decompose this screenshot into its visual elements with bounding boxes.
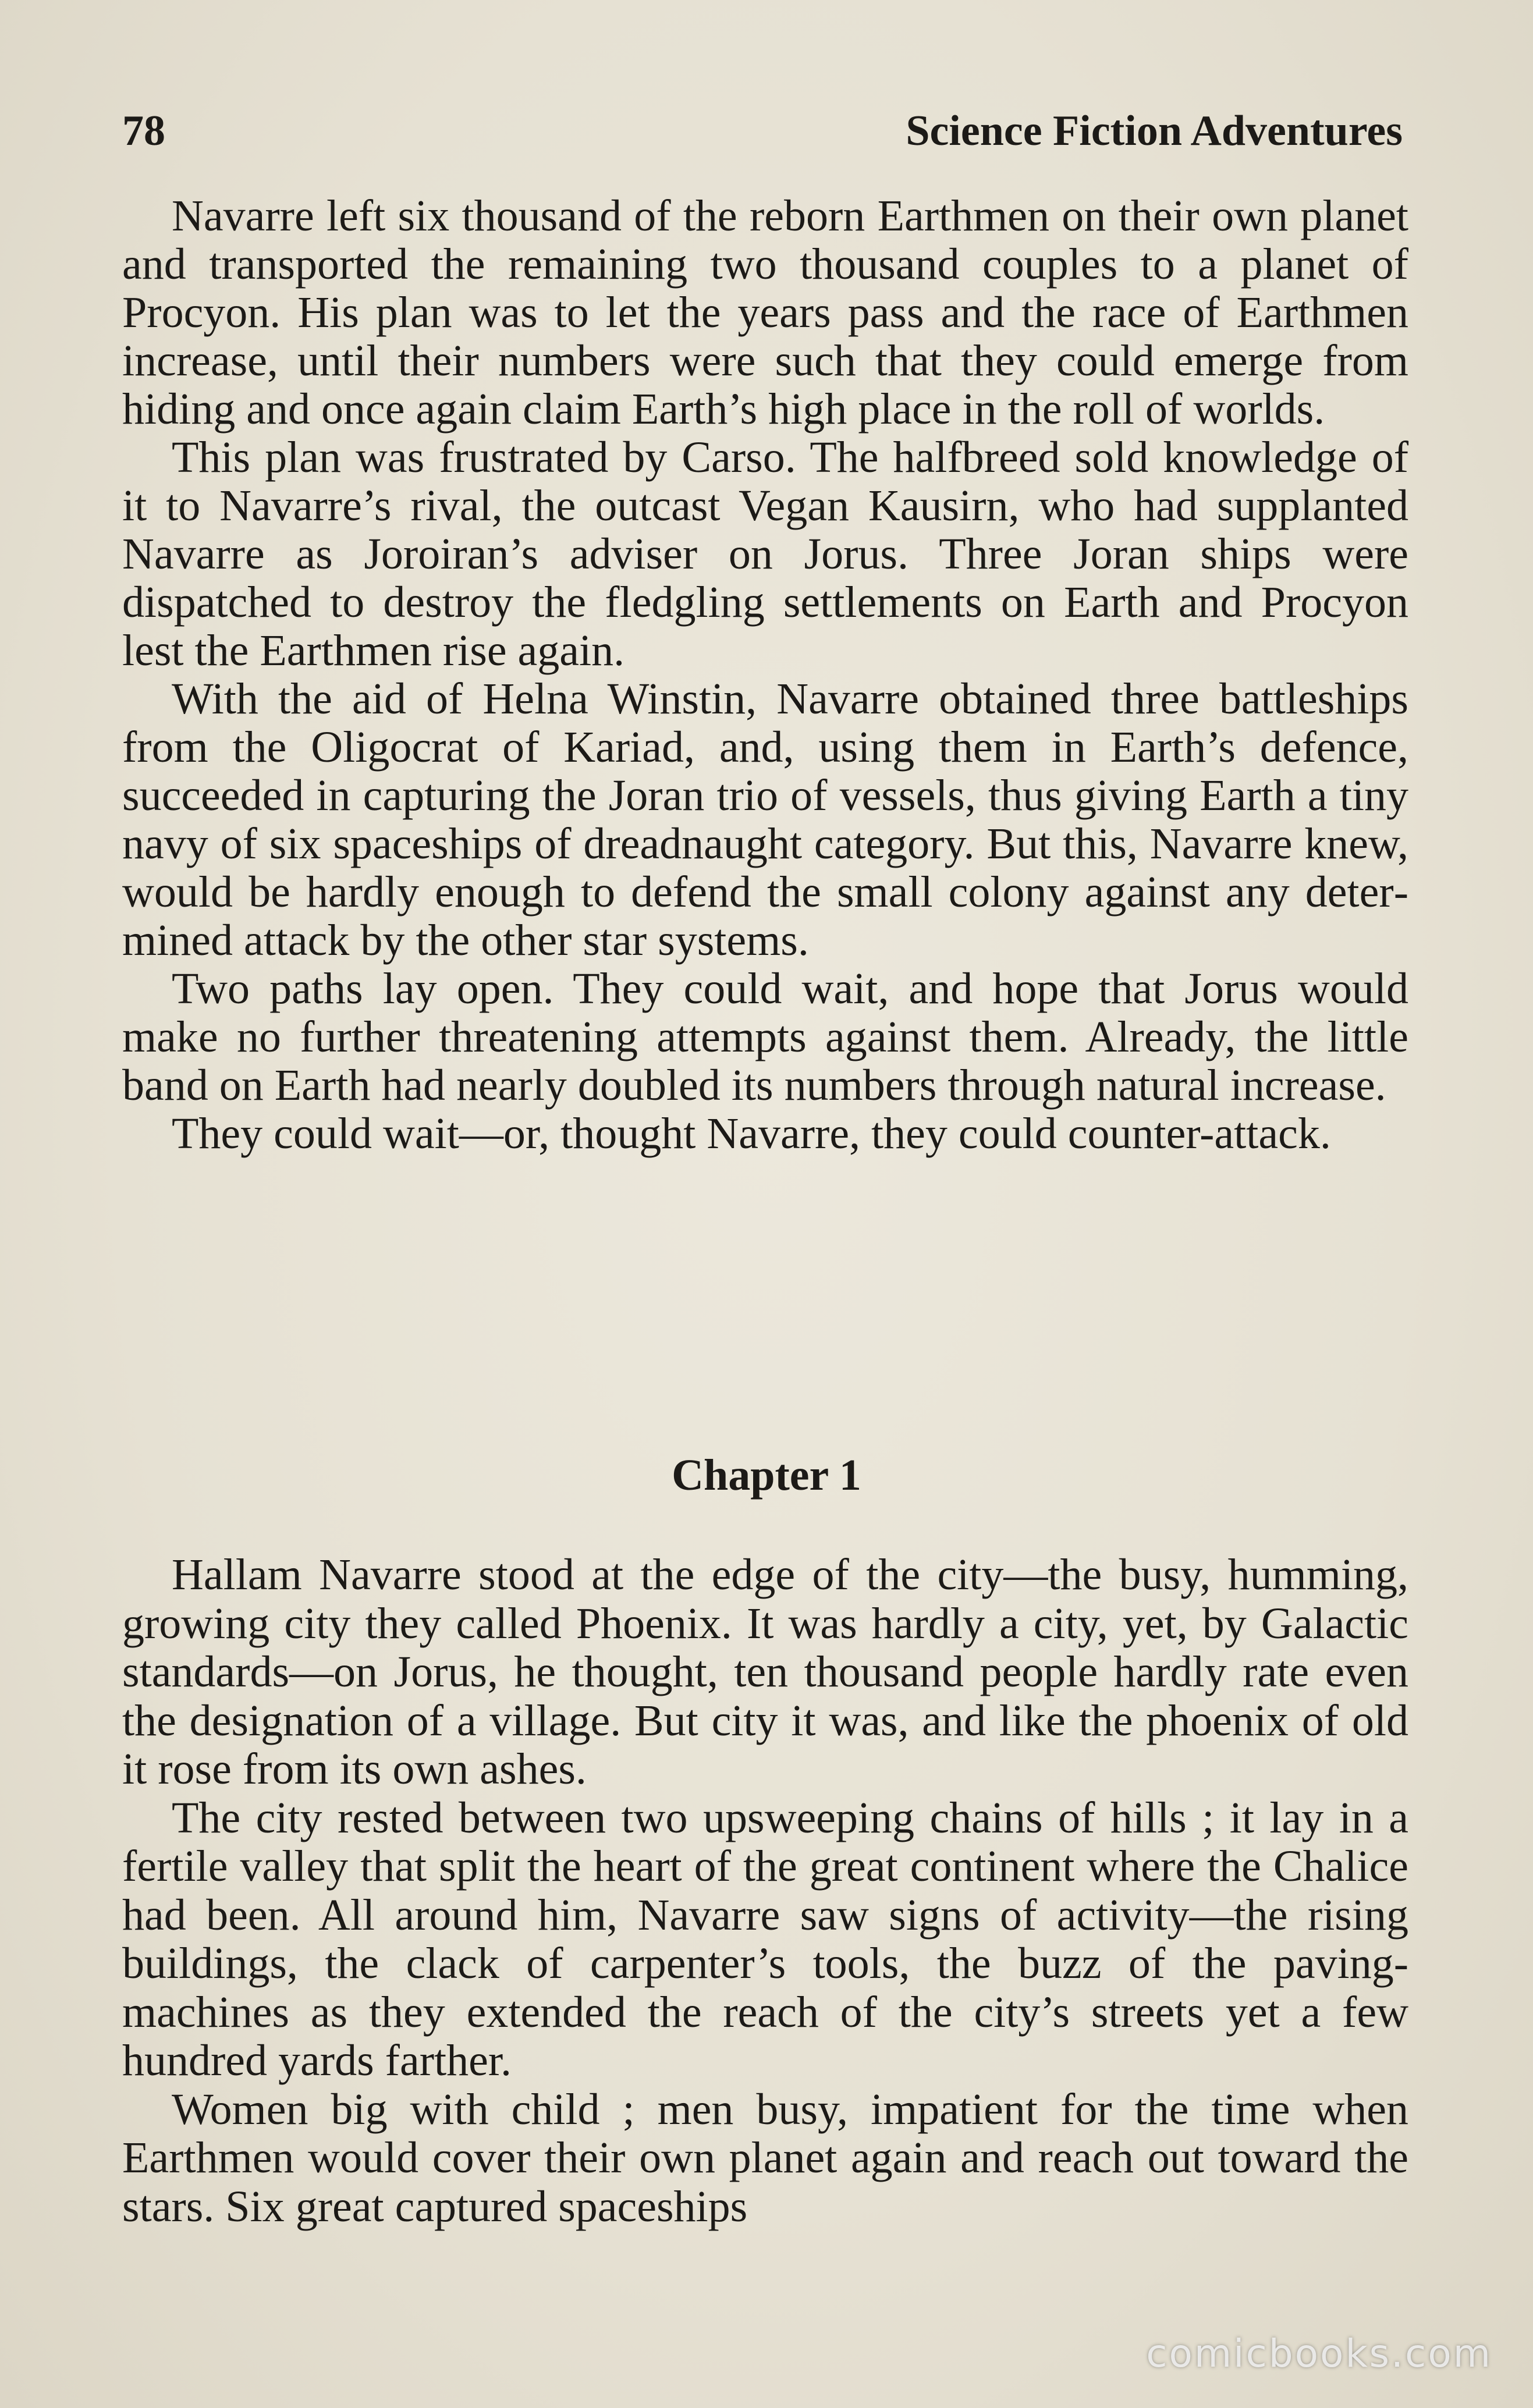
paragraph: Hallam Navarre stood at the edge of the city—the busy, humming, growing city they called Phoenix. It was hardly a city, yet, by Galactic standards—on Jorus, he thought, ten thousand people hardly rate even the designation of a village. But city it was, and like the phoenix of old it rose from its own ashes. [122,1550,1408,1793]
chapter-heading: Chapter 1 [672,1451,861,1500]
page-number: 78 [122,107,165,155]
paragraph: They could wait—or, thought Navarre, they could counter-attack. [172,1109,1331,1158]
synopsis-text [122,192,1408,1158]
paragraph: The city rested between two upsweeping chains of hills ; it lay in a fertile valley that split the heart of the great continent where the Chalice had been. All around him, Navarre saw signs of activity—the rising buildings, the clack of carpenter’s tools, the buzz of the paving-machines as they extended the reach of the city’s streets yet a few hundred yards farther. [122,1793,1408,2085]
paragraph: With the aid of Helna Winstin, Navarre obtained three battleships from the Oligocrat of Kariad, and, using them in Earth’s defence, succeeded in capturing the Joran trio of vessels, thus giving Earth a tiny navy of six spaceships of dreadnaught category. But this, Navarre knew, would be hardly enough to defend the small colony against any determined attack by the other star systems. [122,674,1408,965]
paragraph: This plan was frustrated by Carso. The halfbreed sold knowledge of it to Navarre’s rival, the outcast Vegan Kausirn, who had supplanted Navarre as Joroiran’s adviser on Jorus. Three Joran ships were dispatched to destroy the fledgling settlements on Earth and Procyon lest the Earthmen rise again. [122,433,1408,675]
paragraph: Navarre left six thousand of the reborn Earthmen on their own planet and transported the remaining two thousand couples to a planet of Procyon. His plan was to let the years pass and the race of Earthmen increase, until their numbers were such that they could emerge from hiding and once again claim Earth’s high place in the roll of worlds. [122,191,1408,434]
running-title: Science Fiction Adventures [906,107,1403,155]
page-header [122,99,1403,163]
chapter-text [122,1551,1408,2231]
paragraph: Women big with child ; men busy, impatient for the time when Earthmen would cover their own planet again and reach out toward the stars. Six great captured spaceships [122,2084,1408,2231]
paragraph: Two paths lay open. They could wait, and hope that Jorus would make no further threatening attempts against them. Already, the little band on Earth had nearly doubled its numbers through natural increase. [122,964,1408,1110]
watermark: comicbooks.com [1146,2331,1492,2376]
